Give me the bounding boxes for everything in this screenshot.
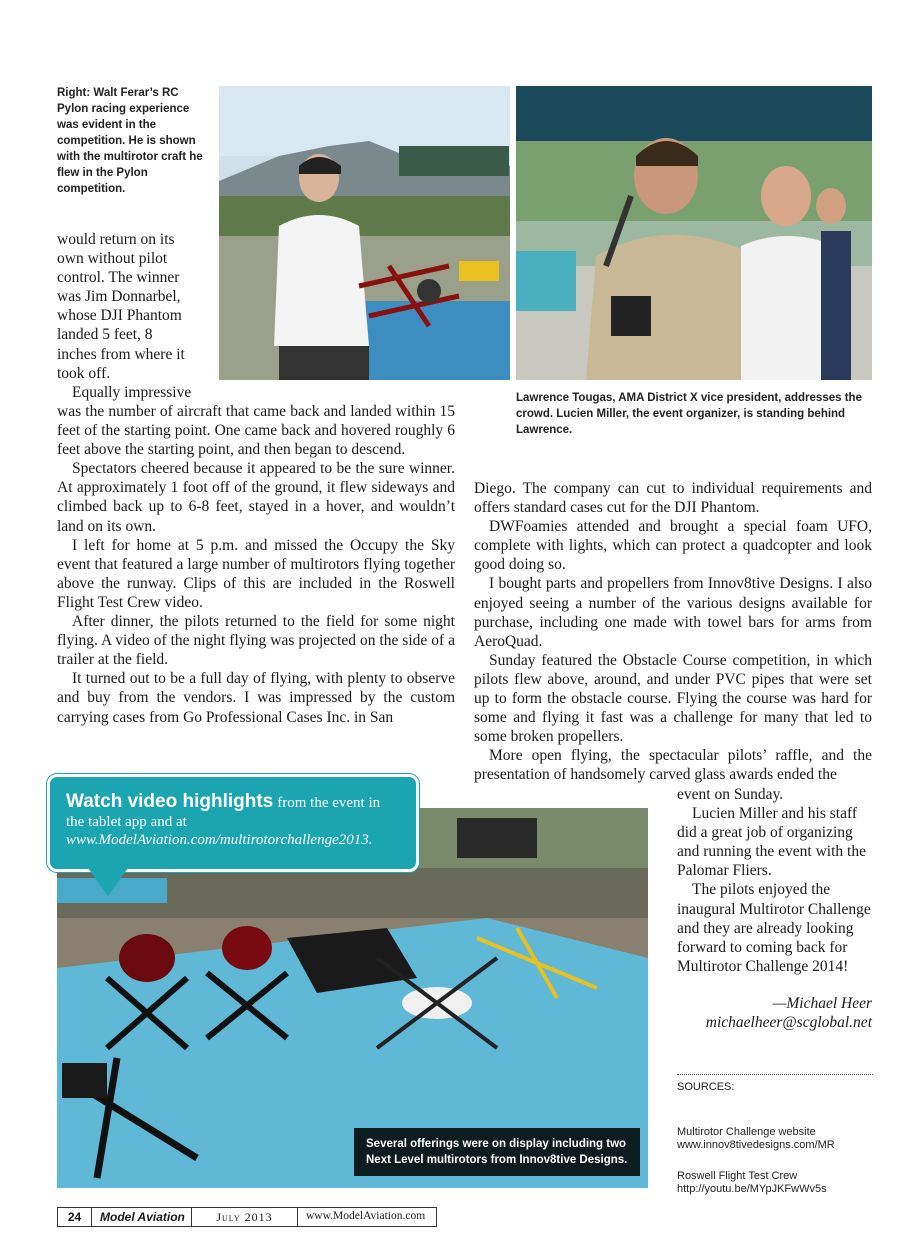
photo-caption-walt-ferar: Right: Walt Ferar’s RC Pylon racing experience was evident in the competition. He is shown with the multirotor craft he flew in the Pylon competition. [57,87,203,195]
sources-title: SOURCES: [677,1081,735,1093]
author-email: michaelheer@scglobal.net [705,1014,872,1031]
video-callout-headline: Watch video highlights [66,791,274,812]
paragraph: Sunday featured the Obstacle Course competition, in which pilots flew above, around, and under PVC pipes that were set up to form the obstacle course. Flying the course was hard for some and flying it fast was a challenge for many that led to some broken propellers. [474,651,872,746]
photo-caption-multirotors: Several offerings were on display including two Next Level multirotors from Innov8tive Designs. [354,1128,640,1176]
source-item [677,1126,873,1152]
author-name: —Michael Heer [772,995,872,1012]
video-callout-text: from the event in the tablet app and at [66,795,381,830]
video-callout-link[interactable]: www.ModelAviation.com/multirotorchallenge2013. [66,832,373,848]
issue-month: July 2013 [192,1208,298,1226]
photo-caption-lawrence-tougas: Lawrence Tougas, AMA District X vice president, addresses the crowd. Lucien Miller, the event organizer, is standing behind Lawrence. [516,392,862,436]
paragraph: I left for home at 5 p.m. and missed the Occupy the Sky event that featured a large number of multirotors flying together above the runway. Clips of this are included in the Roswell Flight Test Crew video. [57,536,455,611]
paragraph: The pilots enjoyed the inaugural Multirotor Challenge and they are already looking forward to coming back for Multirotor Challenge 2014! [677,881,871,975]
source-item [677,1170,873,1196]
source-link[interactable]: www.innov8tivedesigns.com/MR [677,1139,835,1151]
paragraph: DWFoamies attended and brought a special foam UFO, complete with lights, which can protect a quadcopter and look good doing so. [474,518,872,574]
paragraph: Equally impressive [72,383,192,401]
page-number: 24 [58,1208,92,1226]
video-callout [47,774,419,872]
paragraph: was the number of aircraft that came back and landed within 15 feet of the starting point. One came back and hovered roughly 6 feet above the starting point, and then began to descend. [57,403,455,459]
sources-box [677,1074,873,1214]
paragraph: It turned out to be a full day of flying, with plenty to observe and buy from the vendors. I was impressed by the custom carrying cases from Go Professional Cases Inc. in San [57,670,455,726]
page-footer [57,1207,437,1227]
article-right-narrow-column [677,785,872,976]
source-link[interactable]: http://youtu.be/MYpJKFwWv5s [677,1183,827,1195]
paragraph: Spectators cheered because it appeared to be the sure winner. At approximately 1 foot off of the ground, it flew sideways and climbed back up to 6-8 feet, stayed in a hover, and wouldn’t land on its own. [57,460,455,535]
photo-lawrence-tougas [516,86,872,380]
paragraph: event on Sunday. [677,786,784,803]
magazine-name: Model Aviation [92,1208,192,1226]
photo-walt-ferar [219,86,510,380]
article-left-column [57,402,455,727]
paragraph: Lucien Miller and his staff did a great job of organizing and running the event with the Palomar Fliers. [677,805,866,880]
paragraph: would return on its own without pilot control. The winner was Jim Donnarbel, whose DJI Phantom landed 5 feet, 8 inches from where it took off. [57,231,185,382]
paragraph: Diego. The company can cut to individual requirements and offers standard cases cut for the DJI Phantom. [474,480,872,517]
source-name: Multirotor Challenge website [677,1126,816,1138]
article-narrow-column [57,230,194,402]
paragraph: More open flying, the spectacular pilots’ raffle, and the presentation of handsomely carved glass awards ended the [474,747,872,784]
paragraph: I bought parts and propellers from Innov8tive Designs. I also enjoyed seeing a number of the various designs available for purchase, including one made with towel bars for arms from AeroQuad. [474,575,872,650]
paragraph: After dinner, the pilots returned to the field for some night flying. A video of the night flying was projected on the side of a trailer at the field. [57,613,455,669]
footer-website[interactable]: www.ModelAviation.com [306,1210,426,1222]
video-callout-pointer [88,868,128,896]
article-right-column [474,479,872,785]
source-name: Roswell Flight Test Crew [677,1170,798,1182]
